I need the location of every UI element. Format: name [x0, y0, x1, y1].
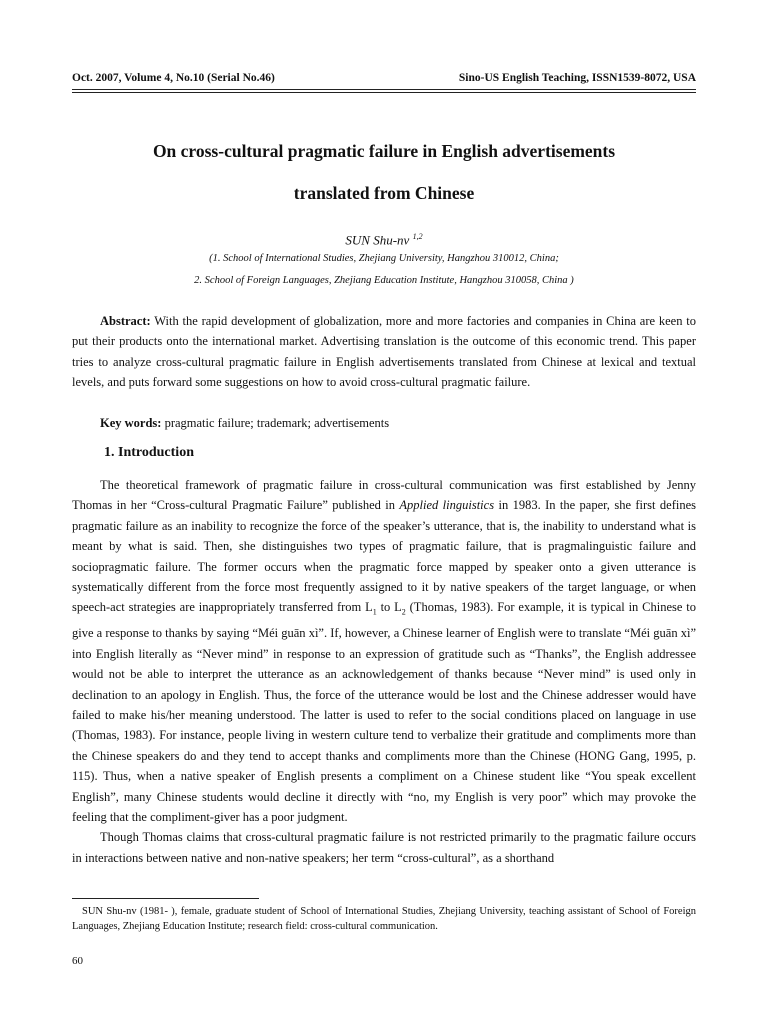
keywords-label: Key words: [100, 416, 162, 430]
author-footnote: SUN Shu-nv (1981- ), female, graduate student of School of International Studies, Zhejiang University, teaching assistant of School of Foreign Languages, Zhejiang Education Institute; research field: cross-cultural communication. [72, 906, 696, 932]
keywords [72, 413, 696, 433]
affiliation-2: 2. School of Foreign Languages, Zhejiang Education Institute, Hangzhou 310058, China ) [194, 275, 574, 286]
subscript-1: 1 [372, 607, 377, 617]
footnote-rule [72, 898, 259, 899]
abstract-text: With the rapid development of globalization, more and more factories and companies in China are keen to put their products onto the international market. Advertising translation is the outcome of this economic trend. This paper tries to analyze cross-cultural pragmatic failure in English advertisements translated from Chinese at lexical and textual levels, and puts forward some suggestions on how to avoid cross-cultural pragmatic failure. [72, 314, 696, 390]
section-heading-introduction: 1. Introduction [104, 445, 194, 460]
header-rule [72, 89, 696, 93]
intro-p1-text-c: to L [376, 600, 402, 615]
intro-paragraph-1 [72, 475, 696, 827]
journal-title-citation: Applied linguistics [399, 498, 495, 513]
intro-paragraph-2: Though Thomas claims that cross-cultural pragmatic failure is not restricted primarily to the pragmatic failure occurs in interactions between native and non-native speakers; her term “cross-cultural”, as a shorthand [72, 830, 696, 865]
author-name: SUN Shu-nv [345, 232, 410, 248]
header-journal-name: Sino-US English Teaching, ISSN1539-8072, USA [458, 72, 696, 84]
author-line [72, 232, 696, 248]
page-number: 60 [72, 955, 83, 967]
intro-p1-text-b: in 1983. In the paper, she first defines pragmatic failure as an inability to recognize the force of the speaker’s utterance, that is, the inability to understand what is meant by what is said. Then, she distinguishes two types of pragmatic failure, that is pragmalinguistic failure and sociopragmatic failure. The former occurs when the pragmatic force mapped by speaker onto a given utterance is systematically different from the force most frequently assigned to it by native speakers of the target language, or when speech-act strategies are inappropriately transferred from L [72, 498, 696, 615]
introduction-body [72, 475, 696, 868]
paper-title-line-2: translated from Chinese [293, 183, 475, 203]
running-header [72, 72, 696, 84]
intro-p1-text-d: (Thomas, 1983). For example, it is typical in Chinese to give a response to thanks by saying “Méi guān xì”. If, however, a Chinese learner of English were to translate “Méi guān xì” into English literally as “Never mind” in response to an expression of gratitude such as “Thanks”, the English addressee would not be able to interpret the utterance as an acknowledgement of thanks because “Never mind” is used only in declination to an apology in English. Thus, the force of the utterance would be lost and the Chinese addresser would have failed to make his/her meaning understood. The latter is used to refer to the social conditions placed on language in use (Thomas, 1983). For instance, people living in western culture tend to verbalize their gratitude and compliments more than the Chinese speakers do and they tend to accept thanks and compliments more than the Chinese (HONG Gang, 1995, p. 115). Thus, when a native speaker of English presents a compliment on a Chinese student like “You speak excellent English”, many Chinese students would decline it directly with “no, my English is very poor” which may provoke the feeling that the compliment-giver has a poor judgment. [72, 600, 696, 824]
author-affiliation-marks: 1,2 [412, 232, 423, 241]
abstract [72, 311, 696, 393]
subscript-2: 2 [401, 607, 406, 617]
intro-p1-text-a: The theoretical framework of pragmatic failure in cross-cultural communication was first established by Jenny Thomas in her “Cross-cultural Pragmatic Failure” published in [72, 478, 696, 513]
abstract-label: Abstract: [100, 314, 151, 328]
paper-title-line-1: On cross-cultural pragmatic failure in English advertisements [152, 141, 616, 161]
affiliation-1: (1. School of International Studies, Zhejiang University, Hangzhou 310012, China; [209, 253, 559, 264]
keywords-text: pragmatic failure; trademark; advertisements [161, 416, 390, 430]
header-journal-issue: Oct. 2007, Volume 4, No.10 (Serial No.46) [72, 72, 275, 84]
